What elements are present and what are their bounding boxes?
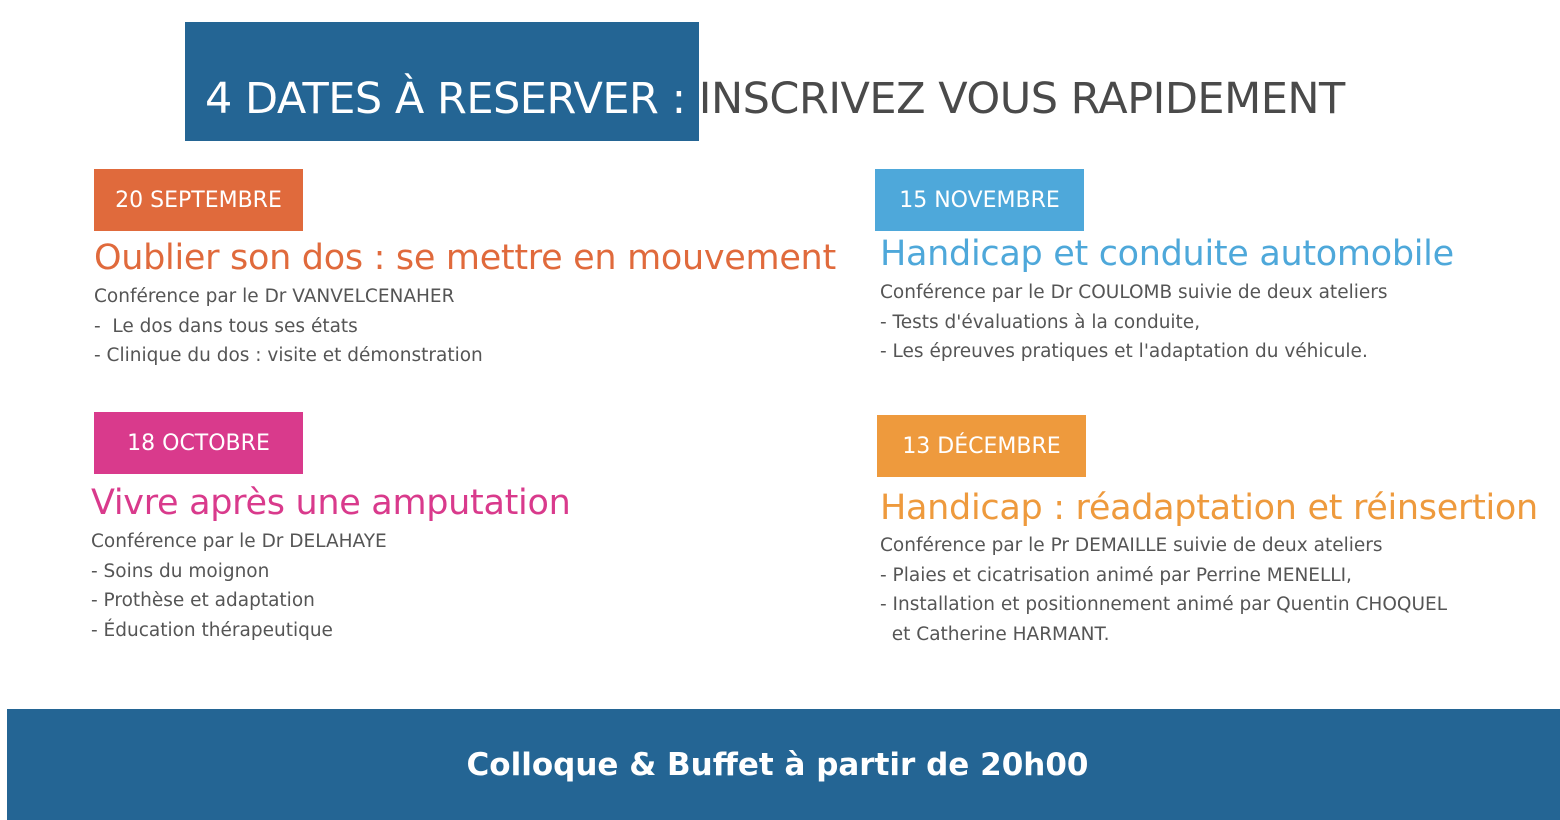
event-detail-line: Conférence par le Dr DELAHAYE [91,531,387,552]
event-title: Handicap : réadaptation et réinsertion [880,488,1538,528]
date-badge: 20 SEPTEMBRE [94,169,303,231]
event-details [880,278,1387,367]
event-detail-line: et Catherine HARMANT. [880,623,1110,645]
date-badge: 15 NOVEMBRE [875,169,1084,231]
event-detail-line: - Éducation thérapeutique [91,619,333,641]
event-detail-line: - Le dos dans tous ses états [94,315,358,337]
event-detail-line: - Prothèse et adaptation [91,590,315,611]
page-title [205,72,1345,126]
footer-text: Colloque & Buffet à partir de 20h00 [466,746,1089,783]
event-title: Vivre après une amputation [91,483,571,523]
page-title-highlight: 4 DATES À RESERVER : [205,74,686,124]
event-detail-line: Conférence par le Dr VANVELCENAHER [94,286,455,307]
event-details [94,282,483,371]
event-detail-line: - Tests d'évaluations à la conduite, [880,311,1201,333]
date-badge: 13 DÉCEMBRE [877,415,1086,477]
event-detail-line: - Soins du moignon [91,560,270,582]
event-detail-line: - Les épreuves pratiques et l'adaptation du véhicule. [880,341,1368,362]
event-detail-line: - Plaies et cicatrisation animé par Perrine MENELLI, [880,564,1352,586]
event-details [91,527,387,645]
event-details [880,531,1447,649]
page-title-rest: INSCRIVEZ VOUS RAPIDEMENT [685,74,1345,124]
date-badge: 18 OCTOBRE [94,412,303,474]
event-detail-line: Conférence par le Dr COULOMB suivie de deux ateliers [880,282,1388,303]
event-title: Handicap et conduite automobile [880,234,1454,274]
event-detail-line: Conférence par le Pr DEMAILLE suivie de deux ateliers [880,535,1383,556]
footer-banner [7,709,1560,820]
event-title: Oublier son dos : se mettre en mouvement [94,238,836,278]
event-detail-line: - Clinique du dos : visite et démonstration [94,345,483,366]
event-detail-line: - Installation et positionnement animé par Quentin CHOQUEL [880,594,1447,615]
